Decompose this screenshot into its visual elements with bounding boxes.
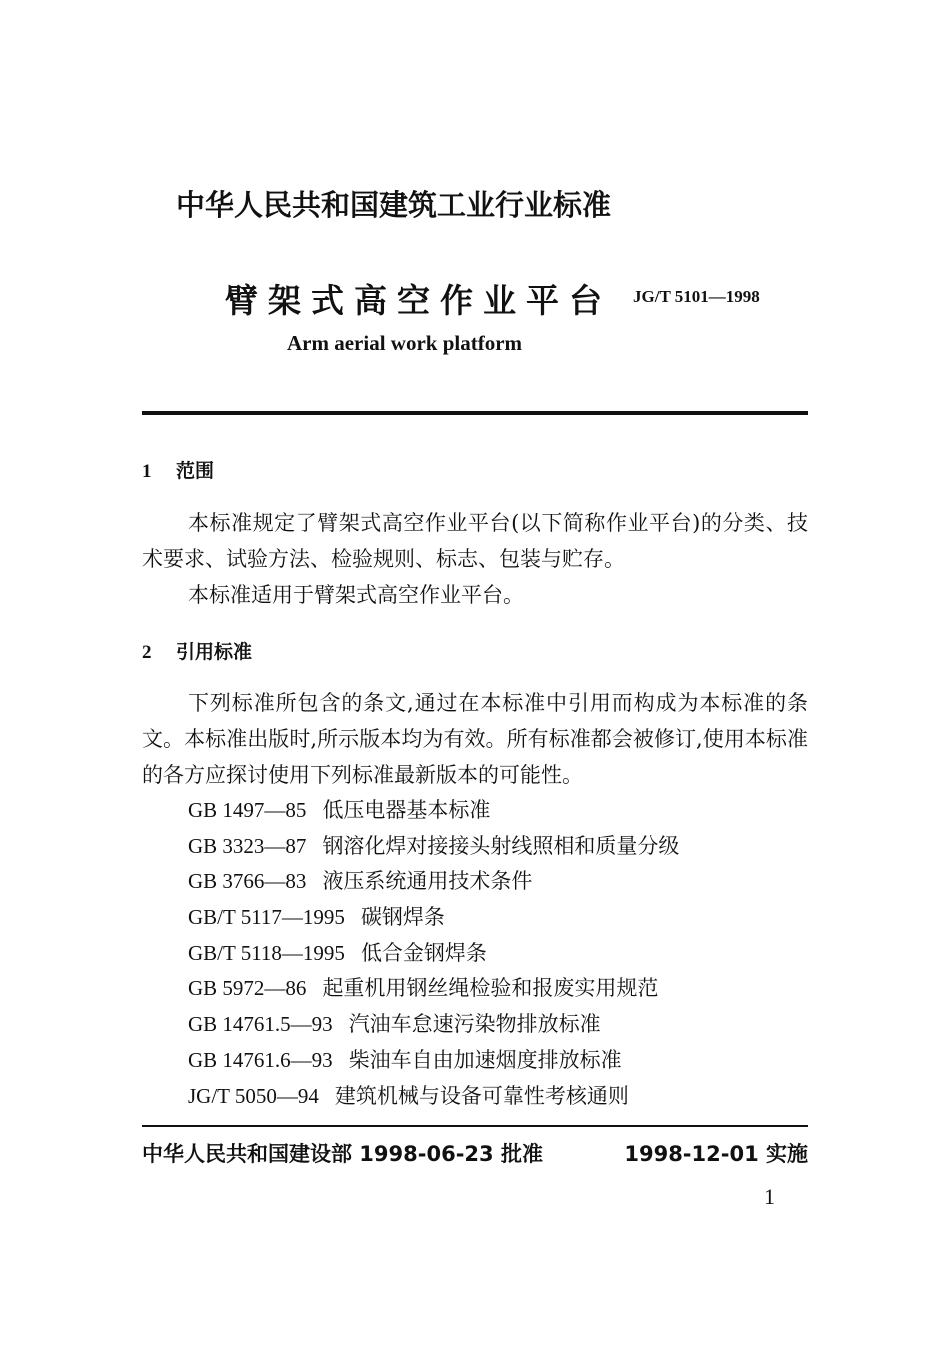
paragraph: 下列标准所包含的条文,通过在本标准中引用而构成为本标准的条文。本标准出版时,所示版本均为有效。所有标准都会被修订,使用本标准的各方应探讨使用下列标准最新版本的可能性。 (142, 691, 808, 787)
section-number: 1 (142, 461, 152, 482)
reference-title: 液压系统通用技术条件 (322, 869, 533, 894)
standard-title-cn: 臂架式高空作业平台 (225, 281, 612, 320)
reference-title: 碳钢焊条 (360, 905, 445, 930)
reference-item (188, 1007, 679, 1043)
reference-code: GB 3323—87 (188, 833, 307, 858)
reference-title: 低合金钢焊条 (360, 940, 487, 965)
standard-number: JG/T 5101—1998 (633, 287, 760, 306)
industry-standard-heading: 中华人民共和国建筑工业行业标准 (176, 188, 612, 222)
reference-title: 钢溶化焊对接接头射线照相和质量分级 (322, 833, 680, 858)
section-1-body (142, 505, 808, 613)
section-heading-normative-references (142, 637, 252, 664)
reference-code: JG/T 5050—94 (188, 1083, 319, 1108)
footer-divider (142, 1125, 808, 1127)
reference-item (188, 1043, 679, 1079)
reference-item (188, 900, 679, 936)
reference-item (188, 793, 679, 829)
reference-code: GB 14761.5—93 (188, 1012, 333, 1037)
section-title: 引用标准 (176, 641, 253, 663)
reference-title: 起重机用钢丝绳检验和报废实用规范 (322, 976, 659, 1001)
approval-line: 中华人民共和国建设部 1998-06-23 批准 (142, 1142, 543, 1166)
reference-title: 低压电器基本标准 (322, 798, 491, 822)
section-2-body (142, 685, 808, 793)
paragraph: 本标准适用于臂架式高空作业平台。 (188, 583, 524, 607)
reference-list (188, 793, 679, 1114)
section-number: 2 (142, 642, 152, 663)
header-divider (142, 411, 808, 415)
paragraph: 本标准规定了臂架式高空作业平台(以下简称作业平台)的分类、技术要求、试验方法、检验规则、标志、包装与贮存。 (142, 511, 808, 571)
reference-code: GB 5972—86 (188, 976, 307, 1001)
reference-item (188, 936, 679, 972)
reference-code: GB 1497—85 (188, 798, 307, 822)
reference-item (188, 829, 679, 865)
reference-item (188, 1079, 679, 1115)
reference-code: GB/T 5118—1995 (188, 940, 345, 965)
page-number: 1 (764, 1184, 775, 1209)
standard-title-en: Arm aerial work platform (287, 331, 523, 355)
reference-code: GB/T 5117—1995 (188, 905, 345, 930)
reference-title: 柴油车自由加速烟度排放标准 (348, 1047, 622, 1072)
reference-item (188, 971, 679, 1007)
section-title: 范围 (176, 460, 215, 482)
section-heading-scope (142, 456, 214, 483)
reference-title: 建筑机械与设备可靠性考核通则 (334, 1083, 629, 1108)
reference-item (188, 864, 679, 900)
implementation-date: 1998-12-01 实施 (624, 1142, 808, 1166)
reference-code: GB 3766—83 (188, 869, 307, 894)
reference-code: GB 14761.6—93 (188, 1047, 333, 1072)
reference-title: 汽油车怠速污染物排放标准 (348, 1012, 601, 1037)
